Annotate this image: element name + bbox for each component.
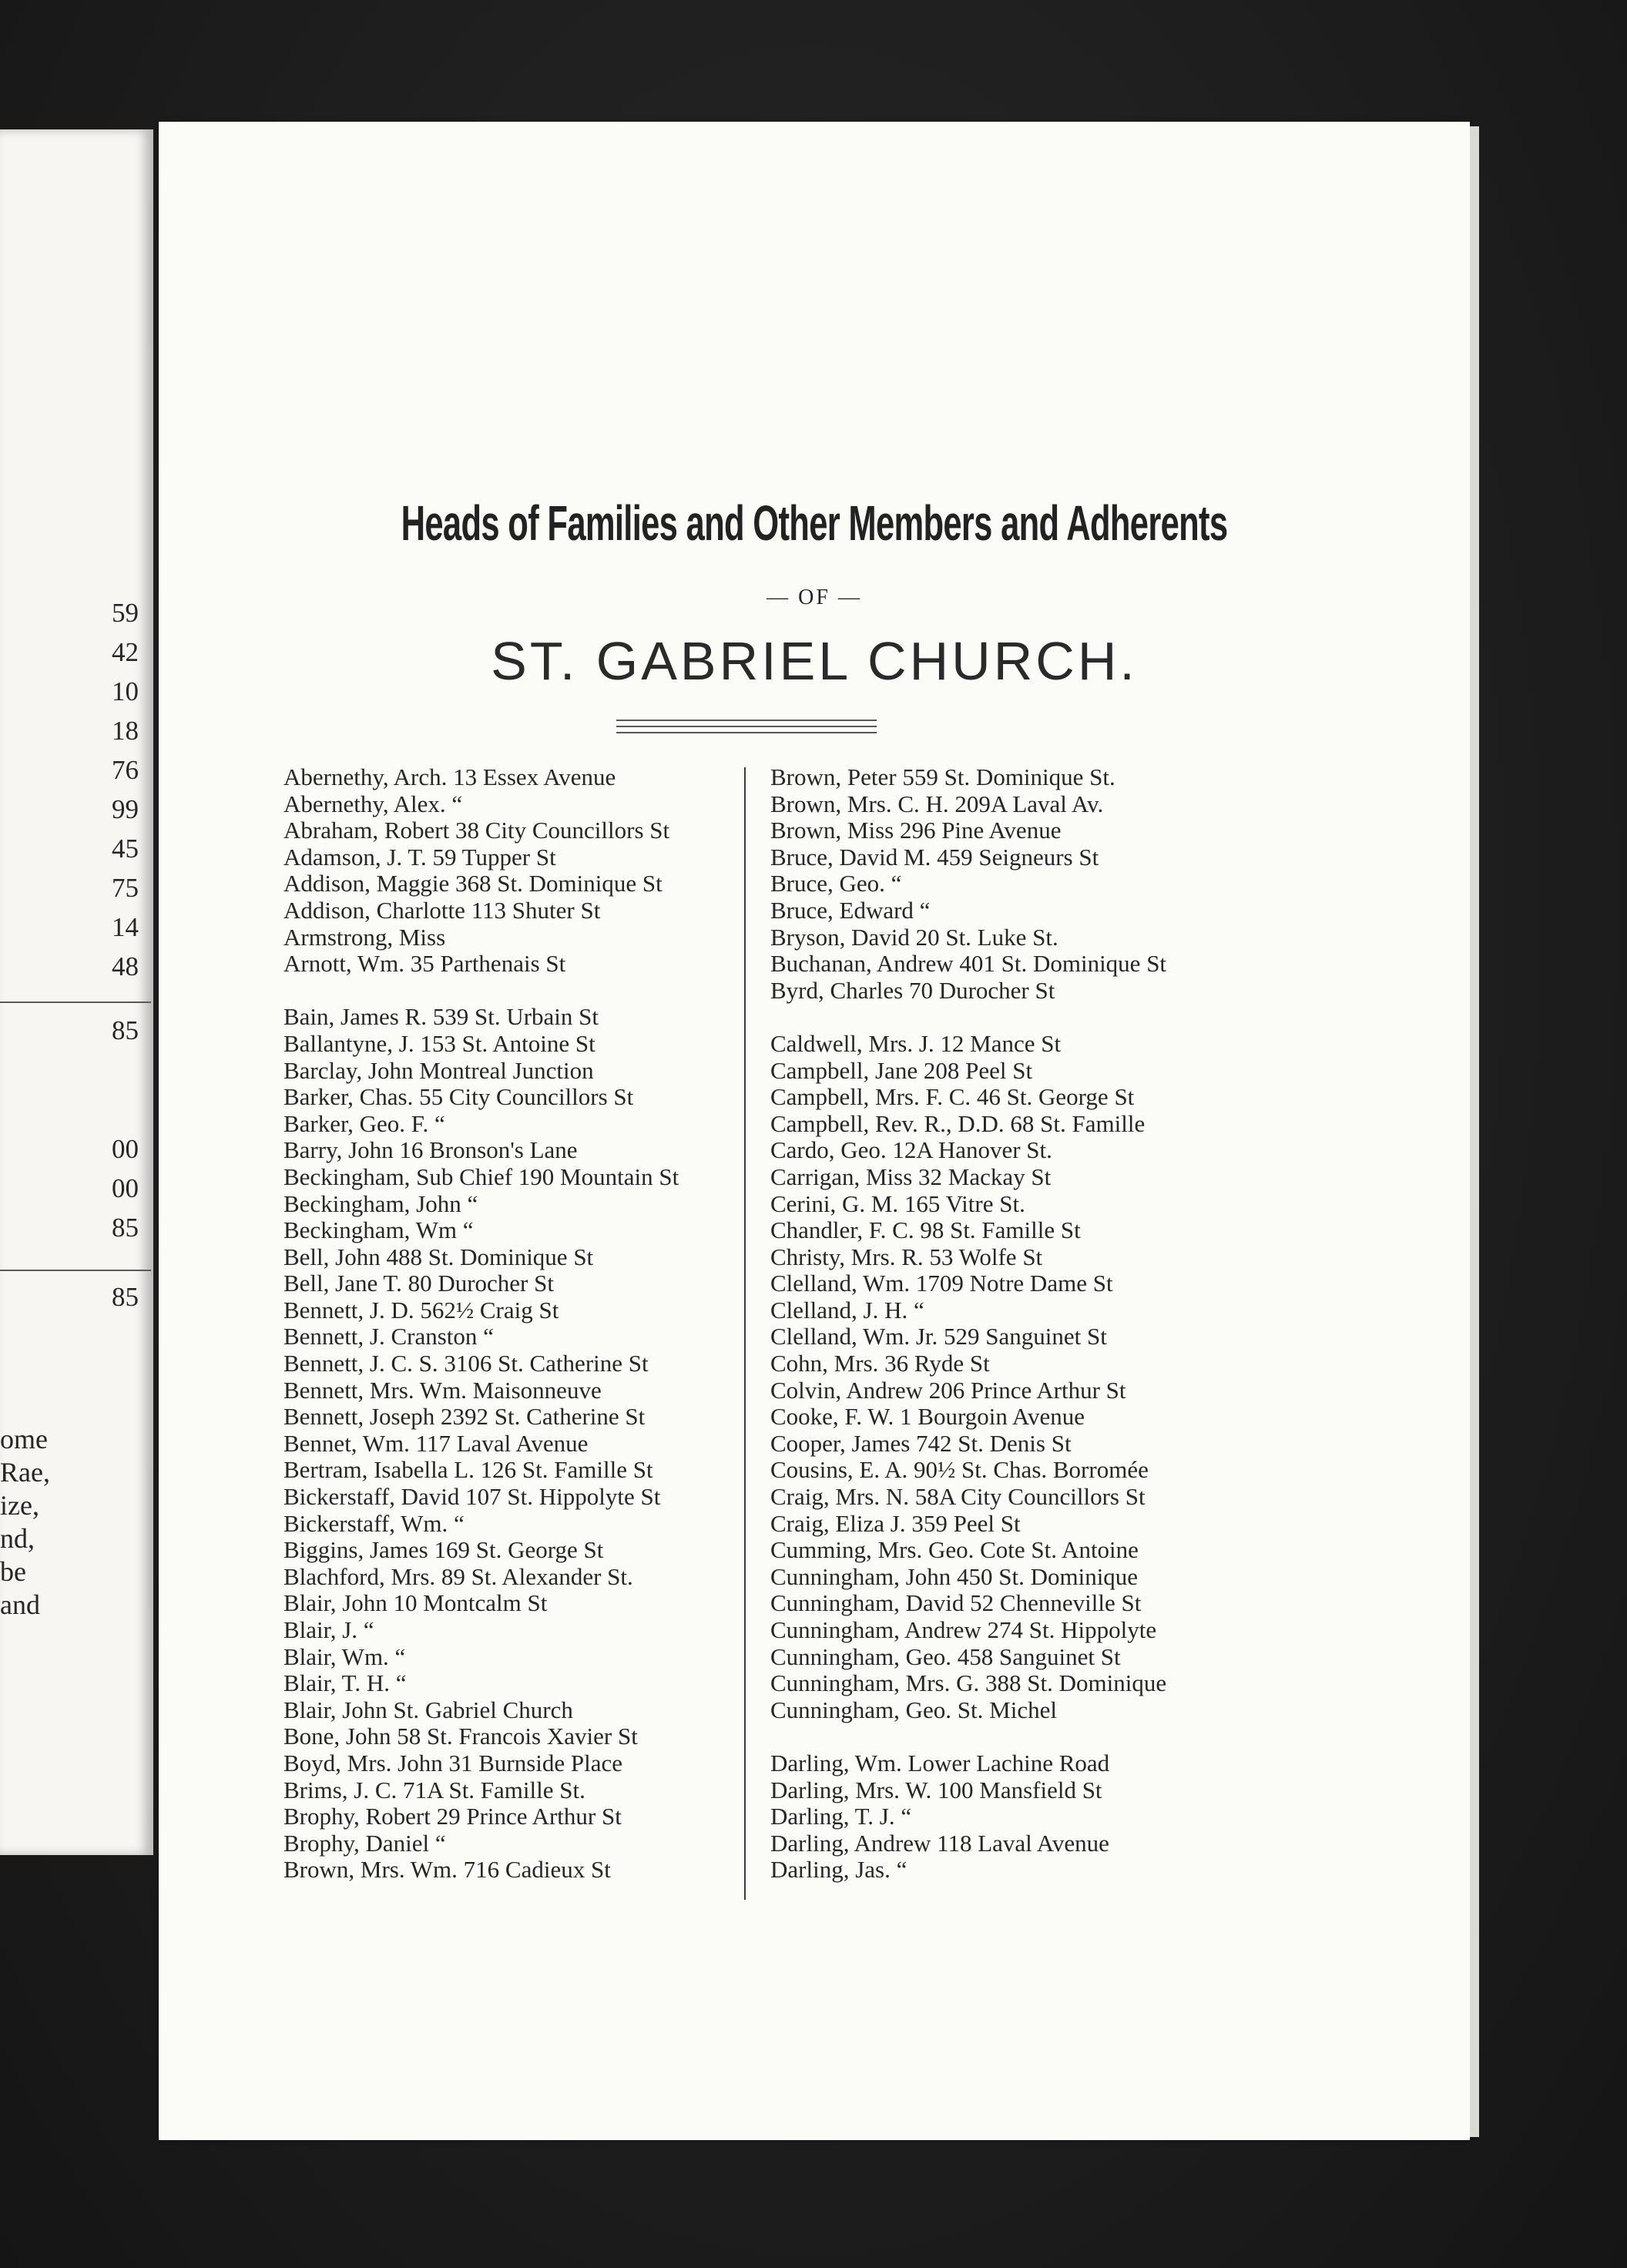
member-entry: Beckingham, John “ bbox=[283, 1189, 478, 1217]
member-entry: Campbell, Rev. R., D.D. 68 St. Famille bbox=[770, 1109, 1146, 1137]
left-page-fragment bbox=[0, 129, 153, 1855]
left-page-number: 00 bbox=[112, 1173, 139, 1203]
letter-group-gap bbox=[770, 1723, 1248, 1750]
member-entry: Cunningham, David 52 Chenneville St bbox=[770, 1589, 1142, 1617]
member-entry: Ballantyne, J. 153 St. Antoine St bbox=[283, 1029, 595, 1057]
left-page-number: 59 bbox=[112, 598, 139, 628]
left-page-number: 48 bbox=[112, 951, 139, 981]
member-entry: Colvin, Andrew 206 Prince Arthur St bbox=[770, 1376, 1126, 1404]
left-page-number: 18 bbox=[112, 716, 139, 746]
left-page-word: ome bbox=[0, 1424, 48, 1454]
member-entry: Blair, J. “ bbox=[283, 1616, 374, 1643]
left-page-word: ize, bbox=[0, 1490, 39, 1521]
left-page-word: nd, bbox=[0, 1523, 35, 1554]
member-entry: Bickerstaff, David 107 St. Hippolyte St bbox=[283, 1483, 661, 1511]
member-entry: Caldwell, Mrs. J. 12 Mance St bbox=[770, 1029, 1062, 1057]
member-entry: Christy, Mrs. R. 53 Wolfe St bbox=[770, 1243, 1043, 1270]
member-entry: Cerini, G. M. 165 Vitre St. bbox=[770, 1189, 1025, 1217]
member-entry: Arnott, Wm. 35 Parthenais St bbox=[283, 950, 566, 978]
member-entry: Beckingham, Wm “ bbox=[283, 1216, 474, 1244]
member-entry: Barry, John 16 Bronson's Lane bbox=[283, 1136, 578, 1164]
member-entry: Blair, John St. Gabriel Church bbox=[283, 1696, 573, 1723]
member-entry: Campbell, Mrs. F. C. 46 St. George St bbox=[770, 1083, 1135, 1111]
left-page-number: 10 bbox=[112, 676, 139, 706]
member-entry: Cunningham, Mrs. G. 388 St. Dominique bbox=[770, 1669, 1167, 1697]
member-entry: Clelland, Wm. Jr. 529 Sanguinet St bbox=[770, 1323, 1107, 1350]
member-entry: Campbell, Jane 208 Peel St bbox=[770, 1056, 1033, 1084]
member-entry: Carrigan, Miss 32 Mackay St bbox=[770, 1163, 1052, 1190]
member-entry: Blair, T. H. “ bbox=[283, 1669, 407, 1697]
member-entry: Adamson, J. T. 59 Tupper St bbox=[283, 843, 556, 871]
of-separator: — OF — bbox=[767, 585, 862, 609]
member-entry: Armstrong, Miss bbox=[283, 923, 446, 951]
member-entry: Blair, John 10 Montcalm St bbox=[283, 1589, 548, 1617]
member-entry: Brophy, Daniel “ bbox=[283, 1829, 446, 1857]
member-entry: Bruce, David M. 459 Seigneurs St bbox=[770, 843, 1099, 871]
page-title: Heads of Families and Other Members and Adherents bbox=[401, 495, 1228, 551]
member-entry: Barker, Chas. 55 City Councillors St bbox=[283, 1083, 634, 1111]
member-entry: Bryson, David 20 St. Luke St. bbox=[770, 923, 1058, 951]
member-entry: Darling, Mrs. W. 100 Mansfield St bbox=[770, 1776, 1102, 1803]
left-page-number: 99 bbox=[112, 794, 139, 824]
heading-rule bbox=[616, 720, 877, 721]
members-column-right bbox=[770, 764, 1248, 1884]
member-entry: Bennett, J. Cranston “ bbox=[283, 1323, 494, 1350]
member-entry: Brown, Mrs. C. H. 209A Laval Av. bbox=[770, 790, 1104, 817]
member-entry: Abraham, Robert 38 City Councillors St bbox=[283, 817, 670, 844]
letter-group-gap bbox=[283, 978, 746, 1005]
member-entry: Blachford, Mrs. 89 St. Alexander St. bbox=[283, 1562, 633, 1590]
left-page-number: 00 bbox=[112, 1134, 139, 1164]
member-entry: Brown, Mrs. Wm. 716 Cadieux St bbox=[283, 1856, 611, 1884]
member-entry: Bickerstaff, Wm. “ bbox=[283, 1509, 465, 1537]
heading-rule bbox=[616, 732, 877, 733]
members-column-left bbox=[283, 764, 746, 1884]
member-entry: Brophy, Robert 29 Prince Arthur St bbox=[283, 1803, 622, 1830]
left-page-number: 42 bbox=[112, 637, 139, 667]
member-entry: Cohn, Mrs. 36 Ryde St bbox=[770, 1350, 990, 1377]
church-heading: ST. GABRIEL CHURCH. bbox=[491, 631, 1138, 691]
member-entry: Cumming, Mrs. Geo. Cote St. Antoine bbox=[770, 1536, 1139, 1564]
member-entry: Bennet, Wm. 117 Laval Avenue bbox=[283, 1429, 589, 1457]
member-entry: Cunningham, Geo. St. Michel bbox=[770, 1696, 1057, 1723]
member-entry: Beckingham, Sub Chief 190 Mountain St bbox=[283, 1163, 679, 1190]
member-entry: Barclay, John Montreal Junction bbox=[283, 1056, 594, 1084]
member-entry: Bertram, Isabella L. 126 St. Famille St bbox=[283, 1456, 653, 1484]
member-entry: Biggins, James 169 St. George St bbox=[283, 1536, 604, 1564]
left-page-total: 85 bbox=[112, 1282, 139, 1312]
member-entry: Cooper, James 742 St. Denis St bbox=[770, 1429, 1072, 1457]
left-page-word: be bbox=[0, 1556, 26, 1587]
member-entry: Brims, J. C. 71A St. Famille St. bbox=[283, 1776, 585, 1803]
member-entry: Bruce, Edward “ bbox=[770, 896, 931, 924]
member-entry: Abernethy, Arch. 13 Essex Avenue bbox=[283, 763, 616, 790]
left-page-subtotal: 85 bbox=[112, 1015, 139, 1045]
left-page-word: and bbox=[0, 1589, 40, 1620]
member-entry: Craig, Mrs. N. 58A City Councillors St bbox=[770, 1483, 1146, 1511]
heading-rule bbox=[616, 726, 877, 727]
member-entry: Bennett, Mrs. Wm. Maisonneuve bbox=[283, 1376, 602, 1404]
left-page-number: 76 bbox=[112, 755, 139, 785]
member-entry: Bell, Jane T. 80 Durocher St bbox=[283, 1270, 554, 1297]
member-entry: Brown, Miss 296 Pine Avenue bbox=[770, 817, 1062, 844]
left-page-number: 75 bbox=[112, 873, 139, 903]
member-entry: Buchanan, Andrew 401 St. Dominique St bbox=[770, 950, 1167, 978]
member-entry: Bennett, J. D. 562½ Craig St bbox=[283, 1296, 559, 1324]
member-entry: Cunningham, Andrew 274 St. Hippolyte bbox=[770, 1616, 1157, 1643]
member-entry: Brown, Peter 559 St. Dominique St. bbox=[770, 763, 1115, 790]
member-entry: Bone, John 58 St. Francois Xavier St bbox=[283, 1723, 638, 1750]
member-entry: Addison, Maggie 368 St. Dominique St bbox=[283, 870, 663, 897]
member-entry: Darling, Wm. Lower Lachine Road bbox=[770, 1749, 1110, 1776]
member-entry: Byrd, Charles 70 Durocher St bbox=[770, 976, 1055, 1004]
member-entry: Bain, James R. 539 St. Urbain St bbox=[283, 1003, 599, 1031]
document-page bbox=[159, 122, 1470, 2140]
member-entry: Darling, Andrew 118 Laval Avenue bbox=[770, 1829, 1109, 1857]
member-entry: Darling, Jas. “ bbox=[770, 1856, 907, 1884]
left-page-number: 45 bbox=[112, 834, 139, 864]
member-entry: Bell, John 488 St. Dominique St bbox=[283, 1243, 594, 1270]
member-entry: Craig, Eliza J. 359 Peel St bbox=[770, 1509, 1021, 1537]
left-page-word: Rae, bbox=[0, 1457, 50, 1488]
member-entry: Bruce, Geo. “ bbox=[770, 870, 902, 897]
member-entry: Cardo, Geo. 12A Hanover St. bbox=[770, 1136, 1052, 1164]
letter-group-gap bbox=[770, 1004, 1248, 1031]
member-entry: Bennett, J. C. S. 3106 St. Catherine St bbox=[283, 1350, 649, 1377]
member-entry: Cooke, F. W. 1 Bourgoin Avenue bbox=[770, 1403, 1085, 1431]
page-edge bbox=[1470, 126, 1479, 2137]
member-entry: Addison, Charlotte 113 Shuter St bbox=[283, 896, 601, 924]
member-entry: Barker, Geo. F. “ bbox=[283, 1109, 445, 1137]
member-entry: Cunningham, Geo. 458 Sanguinet St bbox=[770, 1642, 1121, 1670]
member-entry: Blair, Wm. “ bbox=[283, 1642, 406, 1670]
member-entry: Cunningham, John 450 St. Dominique bbox=[770, 1562, 1139, 1590]
member-entry: Chandler, F. C. 98 St. Famille St bbox=[770, 1216, 1081, 1244]
member-entry: Boyd, Mrs. John 31 Burnside Place bbox=[283, 1749, 623, 1776]
member-entry: Darling, T. J. “ bbox=[770, 1803, 912, 1830]
left-page-number: 14 bbox=[112, 912, 139, 942]
left-page-rule bbox=[0, 1001, 151, 1003]
left-page-rule bbox=[0, 1270, 151, 1271]
member-entry: Abernethy, Alex. “ bbox=[283, 790, 463, 817]
member-entry: Cousins, E. A. 90½ St. Chas. Borromée bbox=[770, 1456, 1149, 1484]
left-page-number: 85 bbox=[112, 1213, 139, 1243]
member-entry: Clelland, Wm. 1709 Notre Dame St bbox=[770, 1270, 1113, 1297]
member-entry: Clelland, J. H. “ bbox=[770, 1296, 924, 1324]
member-entry: Bennett, Joseph 2392 St. Catherine St bbox=[283, 1403, 646, 1431]
